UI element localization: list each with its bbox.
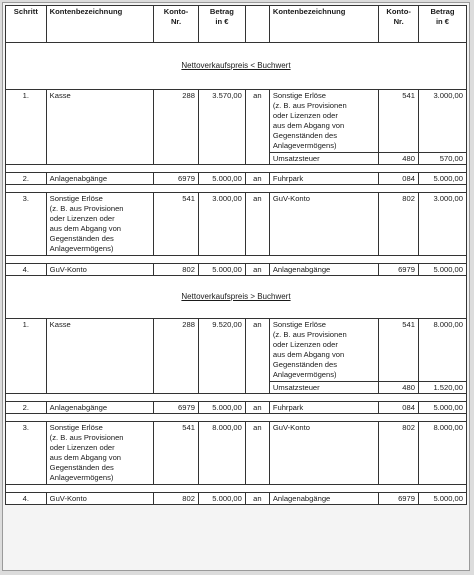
connector-an: an: [245, 173, 269, 185]
debit-account: Kasse: [46, 90, 153, 165]
credit-account: Sonstige Erlöse (z. B. aus Provisionen oder Lizenzen oder aus dem Abgang von Gegenständen des Anlagevermögens): [269, 319, 379, 382]
step-number: 2.: [6, 173, 47, 185]
table-row: [6, 173, 467, 185]
debit-account: Anlagenabgänge: [46, 402, 153, 414]
header-step: Schritt: [6, 6, 47, 43]
debit-account: Sonstige Erlöse (z. B. aus Provisionen oder Lizenzen oder aus dem Abgang von Gegenständen des Anlagevermögens): [46, 422, 153, 485]
header-connector: [245, 6, 269, 43]
credit-account: Fuhrpark: [269, 173, 379, 185]
step-number: 1.: [6, 90, 47, 165]
connector-an: an: [245, 319, 269, 394]
credit-amount: 5.000,00: [418, 264, 466, 276]
debit-amount: 5.000,00: [198, 173, 245, 185]
debit-amount: 5.000,00: [198, 402, 245, 414]
credit-amount: 3.000,00: [418, 193, 466, 256]
credit-amount: 5.000,00: [418, 402, 466, 414]
booking-table: [5, 5, 467, 505]
credit-account: GuV-Konto: [269, 422, 379, 485]
credit-amount: 1.520,00: [418, 382, 466, 394]
table-row: [6, 264, 467, 276]
credit-account: Anlagenabgänge: [269, 264, 379, 276]
header-amount: Betrag in €: [198, 6, 245, 43]
header-amount-2: Betrag in €: [418, 6, 466, 43]
debit-account-no: 6979: [154, 402, 199, 414]
credit-amount: 5.000,00: [418, 173, 466, 185]
debit-amount: 3.570,00: [198, 90, 245, 165]
debit-amount: 5.000,00: [198, 264, 245, 276]
header-row: [6, 6, 467, 43]
header-account-no-2: Konto- Nr.: [379, 6, 419, 43]
credit-account-no: 541: [379, 319, 419, 382]
step-number: 1.: [6, 319, 47, 394]
debit-amount: 5.000,00: [198, 493, 245, 505]
credit-account: Anlagenabgänge: [269, 493, 379, 505]
credit-account-no: 802: [379, 422, 419, 485]
credit-account: Umsatzsteuer: [269, 382, 379, 394]
credit-account-no: 084: [379, 173, 419, 185]
table-row: [6, 193, 467, 256]
credit-account-no: 6979: [379, 493, 419, 505]
spacer-row: [6, 185, 467, 193]
header-account-no: Konto- Nr.: [154, 6, 199, 43]
credit-account: Fuhrpark: [269, 402, 379, 414]
table-row: [6, 422, 467, 485]
debit-account-no: 6979: [154, 173, 199, 185]
debit-account-no: 802: [154, 264, 199, 276]
header-account-desc: Kontenbezeichnung: [46, 6, 153, 43]
debit-account: Kasse: [46, 319, 153, 394]
document-frame: [2, 2, 470, 571]
connector-an: an: [245, 90, 269, 165]
spacer-row: [6, 485, 467, 493]
section-title: Nettoverkaufspreis > Buchwert: [6, 276, 467, 319]
table-row: [6, 90, 467, 153]
step-number: 2.: [6, 402, 47, 414]
connector-an: an: [245, 493, 269, 505]
credit-amount: 3.000,00: [418, 90, 466, 153]
connector-an: an: [245, 402, 269, 414]
debit-account: Anlagenabgänge: [46, 173, 153, 185]
step-number: 4.: [6, 264, 47, 276]
table-row: [6, 402, 467, 414]
debit-amount: 9.520,00: [198, 319, 245, 394]
credit-account-no: 480: [379, 153, 419, 165]
debit-amount: 3.000,00: [198, 193, 245, 256]
debit-account: Sonstige Erlöse (z. B. aus Provisionen oder Lizenzen oder aus dem Abgang von Gegenständen des Anlagevermögens): [46, 193, 153, 256]
debit-account: GuV-Konto: [46, 493, 153, 505]
debit-account-no: 541: [154, 422, 199, 485]
credit-account-no: 541: [379, 90, 419, 153]
spacer-row: [6, 165, 467, 173]
step-number: 3.: [6, 422, 47, 485]
connector-an: an: [245, 422, 269, 485]
credit-amount: 8.000,00: [418, 422, 466, 485]
credit-amount: 570,00: [418, 153, 466, 165]
debit-amount: 8.000,00: [198, 422, 245, 485]
table-row: [6, 319, 467, 382]
credit-amount: 5.000,00: [418, 493, 466, 505]
section-heading-row: [6, 43, 467, 90]
connector-an: an: [245, 264, 269, 276]
credit-account-no: 802: [379, 193, 419, 256]
section-title: Nettoverkaufspreis < Buchwert: [6, 43, 467, 90]
spacer-row: [6, 394, 467, 402]
section-heading-row: [6, 276, 467, 319]
header-account-desc-2: Kontenbezeichnung: [269, 6, 379, 43]
table-row: [6, 493, 467, 505]
credit-account: GuV-Konto: [269, 193, 379, 256]
debit-account-no: 541: [154, 193, 199, 256]
credit-account: Sonstige Erlöse (z. B. aus Provisionen oder Lizenzen oder aus dem Abgang von Gegenständen des Anlagevermögens): [269, 90, 379, 153]
step-number: 3.: [6, 193, 47, 256]
credit-amount: 8.000,00: [418, 319, 466, 382]
debit-account-no: 288: [154, 319, 199, 394]
connector-an: an: [245, 193, 269, 256]
credit-account-no: 084: [379, 402, 419, 414]
credit-account-no: 480: [379, 382, 419, 394]
spacer-row: [6, 256, 467, 264]
debit-account-no: 288: [154, 90, 199, 165]
debit-account-no: 802: [154, 493, 199, 505]
debit-account: GuV-Konto: [46, 264, 153, 276]
spacer-row: [6, 414, 467, 422]
credit-account-no: 6979: [379, 264, 419, 276]
credit-account: Umsatzsteuer: [269, 153, 379, 165]
step-number: 4.: [6, 493, 47, 505]
